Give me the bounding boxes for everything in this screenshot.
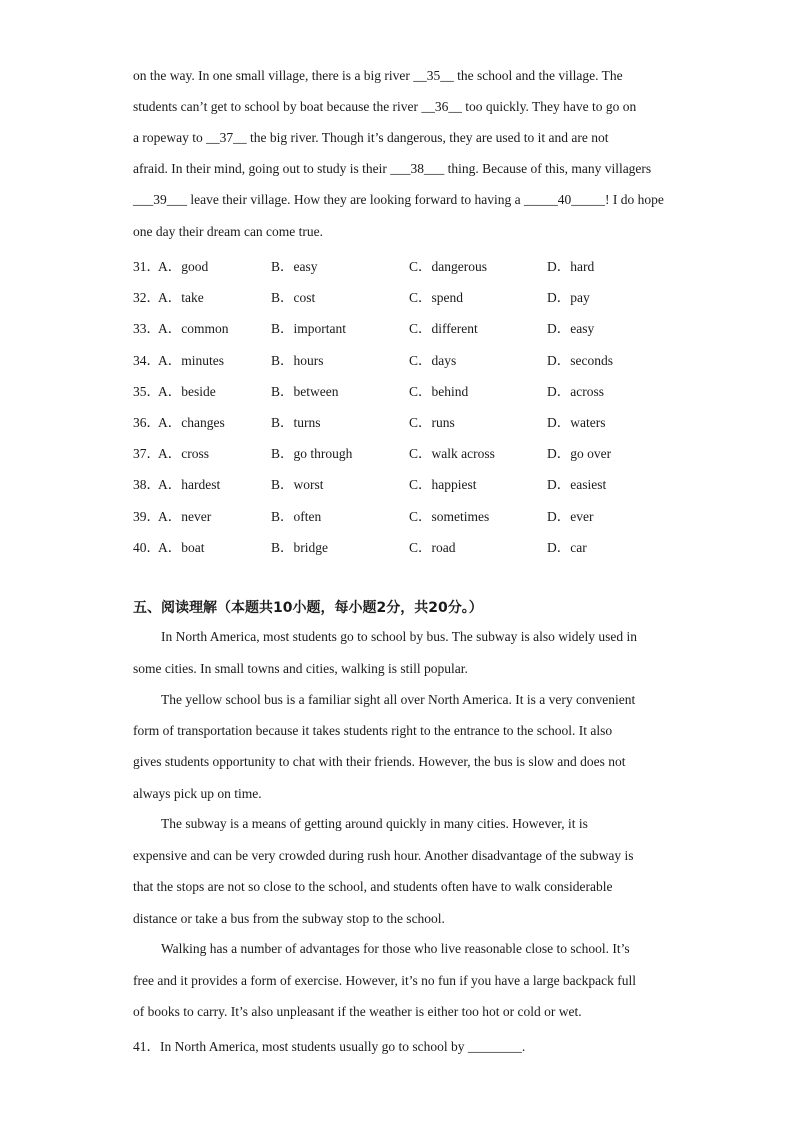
passage-line: The subway is a means of getting around quickly in many cities. However, it is <box>161 816 588 831</box>
passage-line: The yellow school bus is a familiar sight all over North America. It is a very convenient <box>161 692 636 707</box>
section-heading: 五、阅读理解（本题共10小题，每小题2分，共20分。） <box>133 600 483 616</box>
option-d: D．easy <box>547 321 595 336</box>
question-number: 37． <box>133 446 160 461</box>
option-d: D．pay <box>547 290 590 305</box>
option-b: B．often <box>271 509 322 524</box>
question-41: 41．In North America, most students usually go to school by ________. <box>133 1039 526 1054</box>
passage-line: gives students opportunity to chat with their friends. However, the bus is slow and does not <box>133 754 626 769</box>
option-b: B．cost <box>271 290 316 305</box>
option-b: B．hours <box>271 353 324 368</box>
option-d: D．waters <box>547 415 606 430</box>
question-number: 36． <box>133 415 160 430</box>
option-row <box>133 442 693 462</box>
option-c: C．spend <box>409 290 463 305</box>
option-a: A．minutes <box>158 353 224 368</box>
option-a: A．cross <box>158 446 209 461</box>
passage-line: Walking has a number of advantages for those who live reasonable close to school. It’s <box>161 941 630 956</box>
passage-line: free and it provides a form of exercise. However, it’s no fun if you have a large backpack full <box>133 973 637 988</box>
cloze-text: the big river. Though it’s dangerous, they are used to it and are not <box>246 130 609 145</box>
option-row <box>133 255 693 275</box>
cloze-text: on the way. In one small village, there is a big river <box>133 68 414 83</box>
option-a: A．common <box>158 321 229 336</box>
passage-line: form of transportation because it takes students right to the entrance to the school. It also <box>133 723 613 738</box>
question-number: 38． <box>133 477 160 492</box>
option-a: A．changes <box>158 415 225 430</box>
option-a: A．never <box>158 509 212 524</box>
blank-37: __37__ <box>206 130 247 145</box>
option-a: A．boat <box>158 540 205 555</box>
option-a: A．take <box>158 290 204 305</box>
option-a: A．good <box>158 259 209 274</box>
passage-line: expensive and can be very crowded during rush hour. Another disadvantage of the subway is <box>133 848 634 863</box>
question-number: 31． <box>133 259 160 274</box>
question-number: 32． <box>133 290 160 305</box>
question-number: 34． <box>133 353 160 368</box>
passage-line: distance or take a bus from the subway stop to the school. <box>133 911 445 926</box>
option-row <box>133 317 693 337</box>
passage-line: that the stops are not so close to the school, and students often have to walk considerable <box>133 879 613 894</box>
option-d: D．across <box>547 384 604 399</box>
option-row <box>133 411 693 431</box>
option-d: D．hard <box>547 259 595 274</box>
cloze-text: students can’t get to school by boat because the river <box>133 99 422 114</box>
option-row <box>133 286 693 306</box>
option-b: B．between <box>271 384 339 399</box>
question-number: 35． <box>133 384 160 399</box>
cloze-text: ! I do hope <box>605 192 664 207</box>
option-d: D．ever <box>547 509 594 524</box>
option-row <box>133 505 693 525</box>
option-d: D．go over <box>547 446 612 461</box>
passage-line: In North America, most students go to school by bus. The subway is also widely used in <box>161 629 637 644</box>
passage-line: of books to carry. It’s also unpleasant if the weather is either too hot or cold or wet. <box>133 1004 582 1019</box>
cloze-line-3 <box>133 130 609 146</box>
option-c: C．runs <box>409 415 455 430</box>
cloze-line-4 <box>133 161 651 177</box>
cloze-line-2 <box>133 99 636 115</box>
passage-line: always pick up on time. <box>133 786 262 801</box>
cloze-text: the school and the village. The <box>453 68 623 83</box>
cloze-text: a ropeway to <box>133 130 207 145</box>
option-c: C．dangerous <box>409 259 487 274</box>
option-b: B．worst <box>271 477 324 492</box>
option-b: B．easy <box>271 259 318 274</box>
blank-35: __35__ <box>413 68 454 83</box>
option-c: C．happiest <box>409 477 477 492</box>
cloze-text: leave their village. How they are looking forward to having a <box>187 192 525 207</box>
passage-line: some cities. In small towns and cities, walking is still popular. <box>133 661 468 676</box>
option-a: A．beside <box>158 384 216 399</box>
option-b: B．go through <box>271 446 353 461</box>
option-b: B．important <box>271 321 346 336</box>
question-number: 33． <box>133 321 160 336</box>
option-c: C．different <box>409 321 478 336</box>
blank-36: __36__ <box>421 99 462 114</box>
option-c: C．walk across <box>409 446 495 461</box>
option-b: B．bridge <box>271 540 328 555</box>
option-c: C．days <box>409 353 457 368</box>
cloze-text: thing. Because of this, many villagers <box>444 161 652 176</box>
question-number: 40． <box>133 540 160 555</box>
cloze-line-5 <box>133 192 664 208</box>
cloze-line-6 <box>133 224 323 240</box>
blank-38: ___38___ <box>390 161 445 176</box>
option-c: C．behind <box>409 384 469 399</box>
blank-39: ___39___ <box>133 192 187 207</box>
option-d: D．car <box>547 540 587 555</box>
cloze-text: afraid. In their mind, going out to study is their <box>133 161 391 176</box>
cloze-text: too quickly. They have to go on <box>461 99 637 114</box>
option-row <box>133 349 693 369</box>
option-d: D．seconds <box>547 353 613 368</box>
option-c: C．road <box>409 540 456 555</box>
cloze-text: one day their dream can come true. <box>133 224 324 239</box>
option-row <box>133 380 693 400</box>
question-number: 39． <box>133 509 160 524</box>
option-d: D．easiest <box>547 477 607 492</box>
cloze-line-1 <box>133 68 623 84</box>
blank-40: _____40_____ <box>524 192 606 207</box>
option-b: B．turns <box>271 415 321 430</box>
option-a: A．hardest <box>158 477 221 492</box>
option-row <box>133 536 693 556</box>
option-row <box>133 473 693 493</box>
option-c: C．sometimes <box>409 509 490 524</box>
